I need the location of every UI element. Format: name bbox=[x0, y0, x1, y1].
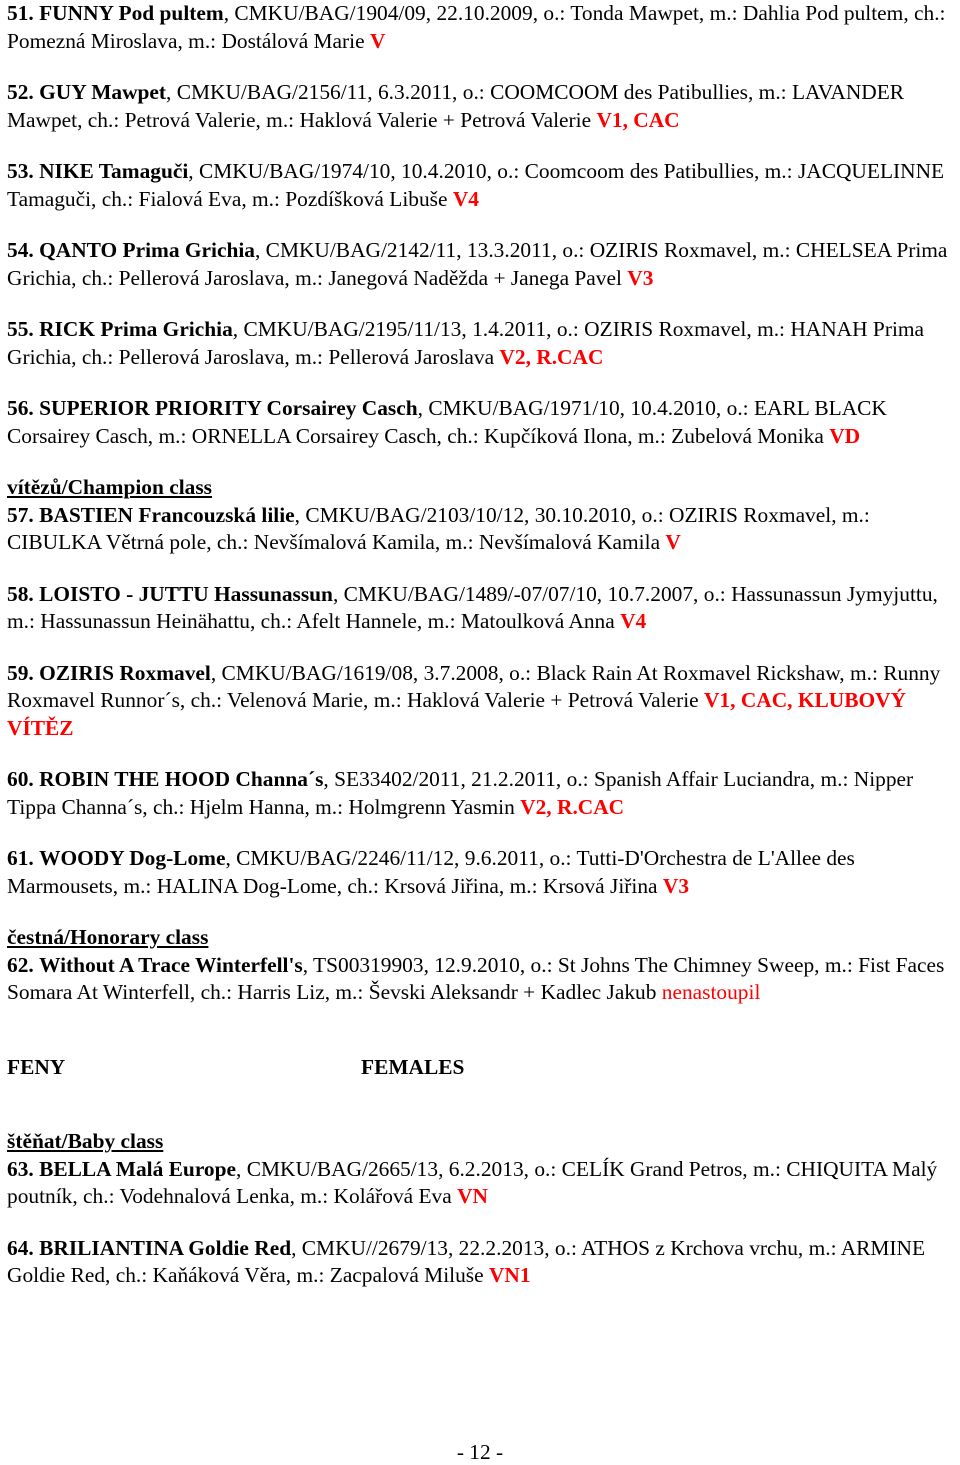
entry-64 bbox=[7, 1235, 957, 1290]
page-number: - 12 - bbox=[456, 1440, 504, 1464]
grade: V4 bbox=[620, 609, 647, 633]
grade: VD bbox=[829, 423, 861, 448]
dog-name: SUPERIOR PRIORITY Corsairey Casch bbox=[39, 396, 418, 420]
entry-number: 51. bbox=[7, 1, 34, 25]
grade: V1, CAC bbox=[596, 107, 680, 132]
entry-53 bbox=[7, 158, 957, 213]
dog-name: ROBIN THE HOOD Channa´s bbox=[39, 767, 324, 791]
entry-details: , CMKU/BAG/2103/10/12, 30.10.2010, o.: OZIRIS Roxmavel, m.: CIBULKA Větrná pole, ch.: Nevšímalová Kamila, m.: Nevšímalová Kamila bbox=[7, 502, 870, 554]
entry-details: , CMKU/BAG/2246/11/12, 9.6.2011, o.: Tutti-D'Orchestra de L'Allee des Marmousets, m.: HALINA Dog-Lome, ch.: Krsová Jiřina, m.: Krsová Jiřina bbox=[7, 846, 855, 898]
grade: VN1 bbox=[488, 1263, 531, 1287]
entry-number: 54. bbox=[7, 238, 34, 262]
entry-number: 62. bbox=[7, 952, 34, 977]
sex-heading-en: FEMALES bbox=[361, 1054, 465, 1079]
grade: V3 bbox=[662, 873, 690, 898]
dog-name: LOISTO - JUTTU Hassunassun bbox=[39, 581, 333, 606]
dog-name: FUNNY Pod pultem bbox=[39, 1, 224, 25]
document-page bbox=[7, 0, 957, 1290]
entry-number: 61. bbox=[7, 846, 34, 870]
dog-name: WOODY Dog-Lome bbox=[39, 846, 226, 870]
entry-60 bbox=[7, 766, 957, 821]
absence-status: nenastoupil bbox=[661, 980, 761, 1004]
entry-details: , SE33402/2011, 21.2.2011, o.: Spanish Affair Luciandra, m.: Nipper Tippa Channa´s, ch.: Hjelm Hanna, m.: Holmgrenn Yasmin bbox=[7, 767, 914, 819]
entry-number: 55. bbox=[7, 317, 34, 341]
sex-heading-cz: FENY bbox=[7, 1054, 66, 1079]
class-heading-champion: vítězů/Champion class bbox=[7, 475, 213, 499]
entry-52 bbox=[7, 79, 957, 134]
entry-number: 60. bbox=[7, 767, 34, 791]
grade: V1, CAC, KLUBOVÝ VÍTĚZ bbox=[7, 688, 907, 740]
dog-name: NIKE Tamaguči bbox=[39, 159, 189, 183]
entry-51 bbox=[7, 0, 957, 55]
entry-details: , CMKU/BAG/1971/10, 10.4.2010, o.: EARL BLACK Corsairey Casch, m.: ORNELLA Corsairey Casch, ch.: Kupčíková Ilona, m.: Zubelová Monika bbox=[7, 396, 887, 448]
entry-number: 57. bbox=[7, 502, 34, 527]
entry-59 bbox=[7, 660, 957, 743]
class-heading-honorary: čestná/Honorary class bbox=[7, 925, 209, 949]
entry-58 bbox=[7, 581, 957, 636]
entry-details: , CMKU/BAG/1904/09, 22.10.2009, o.: Tonda Mawpet, m.: Dahlia Pod pultem, ch.: Pomezná Miroslava, m.: Dostálová Marie bbox=[7, 1, 946, 53]
dog-name: OZIRIS Roxmavel bbox=[39, 660, 211, 685]
entry-number: 56. bbox=[7, 396, 34, 420]
entry-62 bbox=[7, 952, 957, 1007]
grade: V bbox=[369, 28, 386, 53]
grade: V3 bbox=[627, 265, 654, 290]
dog-name: GUY Mawpet bbox=[39, 80, 167, 104]
entry-number: 59. bbox=[7, 660, 34, 685]
dog-name: BELLA Malá Europe bbox=[39, 1156, 237, 1181]
entry-number: 52. bbox=[7, 80, 34, 104]
dog-name: BRILIANTINA Goldie Red bbox=[39, 1235, 292, 1260]
entry-details: , CMKU/BAG/1619/08, 3.7.2008, o.: Black Rain At Roxmavel Rickshaw, m.: Runny Roxmavel Runnor´s, ch.: Velenová Marie, m.: Haklová Valerie + Petrová Valerie bbox=[7, 660, 941, 712]
entry-number: 58. bbox=[7, 581, 34, 606]
entry-number: 63. bbox=[7, 1156, 34, 1181]
entry-61 bbox=[7, 845, 957, 900]
entry-details: , CMKU/BAG/1489/-07/07/10, 10.7.2007, o.: Hassunassun Jymyjuttu, m.: Hassunassun Heinähattu, ch.: Afelt Hannele, m.: Matoulková Anna bbox=[7, 581, 938, 633]
entry-number: 64. bbox=[7, 1235, 34, 1260]
dog-name: Without A Trace Winterfell's bbox=[39, 952, 303, 977]
entry-56 bbox=[7, 395, 957, 450]
grade: V2, R.CAC bbox=[520, 794, 625, 819]
grade: V2, R.CAC bbox=[499, 344, 604, 369]
entry-details: , CMKU/BAG/2195/11/13, 1.4.2011, o.: OZIRIS Roxmavel, m.: HANAH Prima Grichia, ch.: Pellerová Jaroslava, m.: Pellerová Jaroslava bbox=[7, 317, 925, 369]
entry-details: , CMKU/BAG/2665/13, 6.2.2013, o.: CELÍK Grand Petros, m.: CHIQUITA Malý poutník, ch.: Vodehnalová Lenka, m.: Kolářová Eva bbox=[7, 1156, 938, 1208]
class-heading-baby: štěňat/Baby class bbox=[7, 1129, 164, 1153]
entry-details: , CMKU//2679/13, 22.2.2013, o.: ATHOS z Krchova vrchu, m.: ARMINE Goldie Red, ch.: Kaňáková Věra, m.: Zacpalová Miluše bbox=[7, 1235, 926, 1287]
grade: VN bbox=[457, 1184, 488, 1208]
entry-details: , CMKU/BAG/2142/11, 13.3.2011, o.: OZIRIS Roxmavel, m.: CHELSEA Prima Grichia, ch.: Pellerová Jaroslava, m.: Janegová Naděžda + Janega Pavel bbox=[7, 238, 948, 290]
entry-55 bbox=[7, 316, 957, 371]
dog-name: BASTIEN Francouzská lilie bbox=[39, 502, 295, 527]
sex-heading bbox=[7, 1054, 957, 1082]
dog-name: RICK Prima Grichia bbox=[39, 317, 233, 341]
entry-details: , CMKU/BAG/1974/10, 10.4.2010, o.: Coomcoom des Patibullies, m.: JACQUELINNE Tamaguči, ch.: Fialová Eva, m.: Pozdíšková Libuše bbox=[7, 159, 945, 211]
grade: V bbox=[665, 530, 681, 554]
entry-details: , TS00319903, 12.9.2010, o.: St Johns The Chimney Sweep, m.: Fist Faces Somara At Winterfell, ch.: Harris Liz, m.: Ševski Aleksandr + Kadlec Jakub bbox=[7, 952, 945, 1004]
entry-number: 53. bbox=[7, 159, 34, 183]
grade: V4 bbox=[452, 186, 479, 211]
entry-details: , CMKU/BAG/2156/11, 6.3.2011, o.: COOMCOOM des Patibullies, m.: LAVANDER Mawpet, ch.: Petrová Valerie, m.: Haklová Valerie + Petrová Valerie bbox=[7, 80, 905, 132]
entry-57 bbox=[7, 502, 957, 557]
dog-name: QANTO Prima Grichia bbox=[39, 238, 255, 262]
entry-54 bbox=[7, 237, 957, 292]
entry-63 bbox=[7, 1156, 957, 1211]
